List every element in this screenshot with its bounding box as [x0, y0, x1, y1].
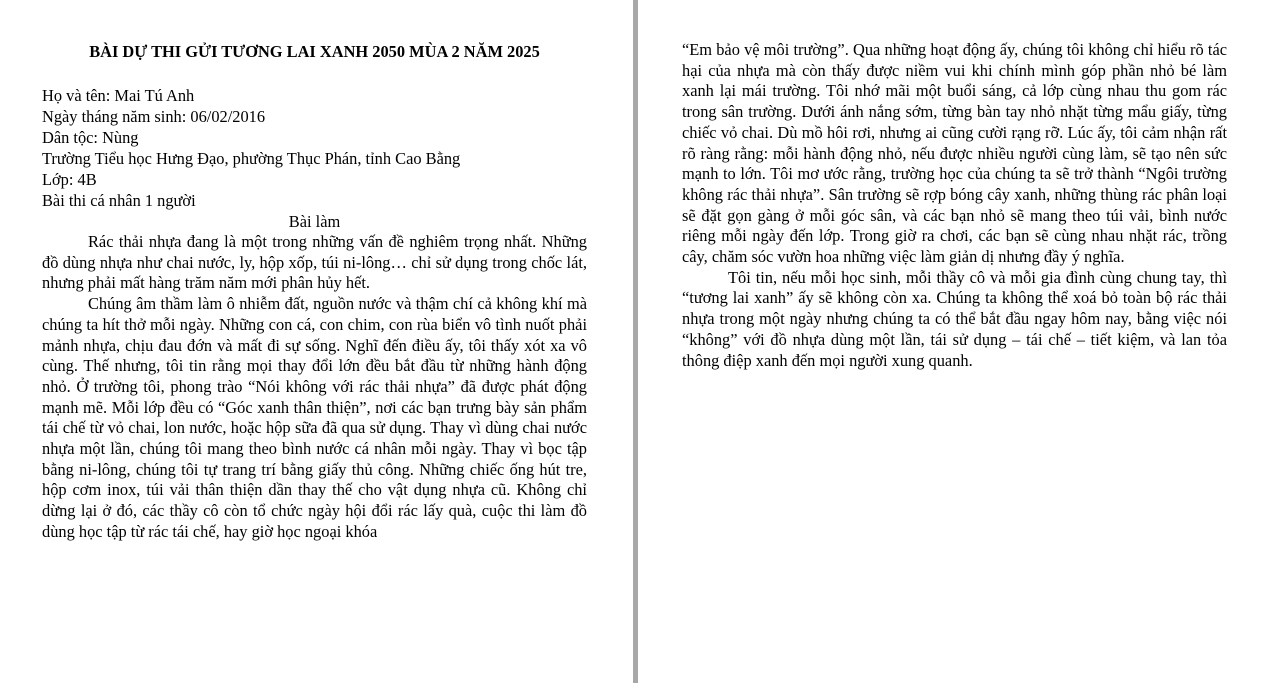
essay-heading: Bài làm	[288, 212, 341, 231]
entry-type: Bài thi cá nhân 1 người	[42, 191, 196, 210]
essay-paragraph: Rác thải nhựa đang là một trong những vấn đề nghiêm trọng nhất. Những đồ dùng nhựa như chai nước, ly, hộp xốp, túi ni-lông… chỉ sử dụng trong chốc lát, nhưng phải mất hàng trăm năm mới phân hủy hết.	[42, 232, 587, 293]
page-1-content	[42, 41, 587, 543]
essay-paragraph: Chúng âm thầm làm ô nhiễm đất, nguồn nước và thậm chí cả không khí mà chúng ta hít thở mỗi ngày. Những con cá, con chim, con rùa biển vô tình nuốt phải mảnh nhựa, chịu đau đớn và mất đi sự sống. Nghĩ đến điều ấy, tôi thấy xót xa vô cùng. Thế nhưng, tôi tin rằng mọi thay đổi lớn đều bắt đầu từ những hành động nhỏ. Ở trường tôi, phong trào “Nói không với rác thải nhựa” đã được phát động mạnh mẽ. Mỗi lớp đều có “Góc xanh thân thiện”, nơi các bạn trưng bày sản phẩm tái chế từ vỏ chai, lon nước, hoặc hộp sữa đã qua sử dụng. Thay vì dùng chai nước nhựa một lần, chúng tôi mang theo bình nước cá nhân mỗi ngày. Thay vì bọc tập bằng ni-lông, chúng tôi tự trang trí bằng giấy thủ công. Những chiếc ống hút tre, hộp cơm inox, túi vải thân thiện dần thay thế cho vật dụng nhựa cũ. Không chỉ dừng lại ở đó, các thầy cô còn tổ chức ngày hội đổi rác lấy quà, cuộc thi làm đồ dùng học tập từ rác tái chế, hay giờ học ngoại khóa	[42, 294, 587, 541]
student-name: Họ và tên: Mai Tú Anh	[42, 86, 195, 105]
page-2-content	[682, 40, 1227, 371]
page-1	[0, 0, 633, 683]
student-ethnicity: Dân tộc: Nùng	[42, 128, 139, 147]
student-birthdate: Ngày tháng năm sinh: 06/02/2016	[42, 107, 266, 126]
document-title: BÀI DỰ THI GỬI TƯƠNG LAI XANH 2050 MÙA 2 NĂM 2025	[89, 42, 540, 61]
essay-paragraph: Tôi tin, nếu mỗi học sinh, mỗi thầy cô và mỗi gia đình cùng chung tay, thì “tương lai xanh” ấy sẽ không còn xa. Chúng ta không thể xoá bỏ toàn bộ rác thải nhựa trong một ngày nhưng chúng ta có thể bắt đầu ngay hôm nay, bằng việc nói “không” với đồ nhựa dùng một lần, tái sử dụng – tái chế – tiết kiệm, và lan tỏa thông điệp xanh đến mọi người xung quanh.	[682, 267, 1227, 370]
essay-paragraph: “Em bảo vệ môi trường”. Qua những hoạt động ấy, chúng tôi không chỉ hiểu rõ tác hại của nhựa mà còn thấy được niềm vui khi chính mình góp phần nhỏ bé làm xanh lại mái trường. Tôi nhớ mãi một buổi sáng, cả lớp cùng nhau thu gom rác trong sân trường. Dưới ánh nắng sớm, từng bàn tay nhỏ nhặt từng mẩu giấy, từng chiếc vỏ chai. Dù mồ hôi rơi, nhưng ai cũng cười rạng rỡ. Lúc ấy, tôi cảm nhận rất rõ ràng rằng: mỗi hành động nhỏ, nếu được nhiều người cùng làm, sẽ tạo nên sức mạnh to lớn. Tôi mơ ước rằng, trường học của chúng ta sẽ trở thành “Ngôi trường không rác thải nhựa”. Sân trường sẽ rợp bóng cây xanh, những thùng rác phân loại sẽ đặt gọn gàng ở mỗi góc sân, và các bạn nhỏ sẽ mang theo túi vải, bình nước riêng mỗi ngày đến lớp. Trong giờ ra chơi, các bạn sẽ cùng nhau nhặt rác, trồng cây, chăm sóc vườn hoa những việc làm giản dị nhưng đầy ý nghĩa.	[682, 40, 1227, 267]
student-school: Trường Tiểu học Hưng Đạo, phường Thục Phán, tỉnh Cao Bằng	[42, 149, 461, 168]
page-2	[638, 0, 1274, 683]
student-class: Lớp: 4B	[42, 170, 97, 189]
